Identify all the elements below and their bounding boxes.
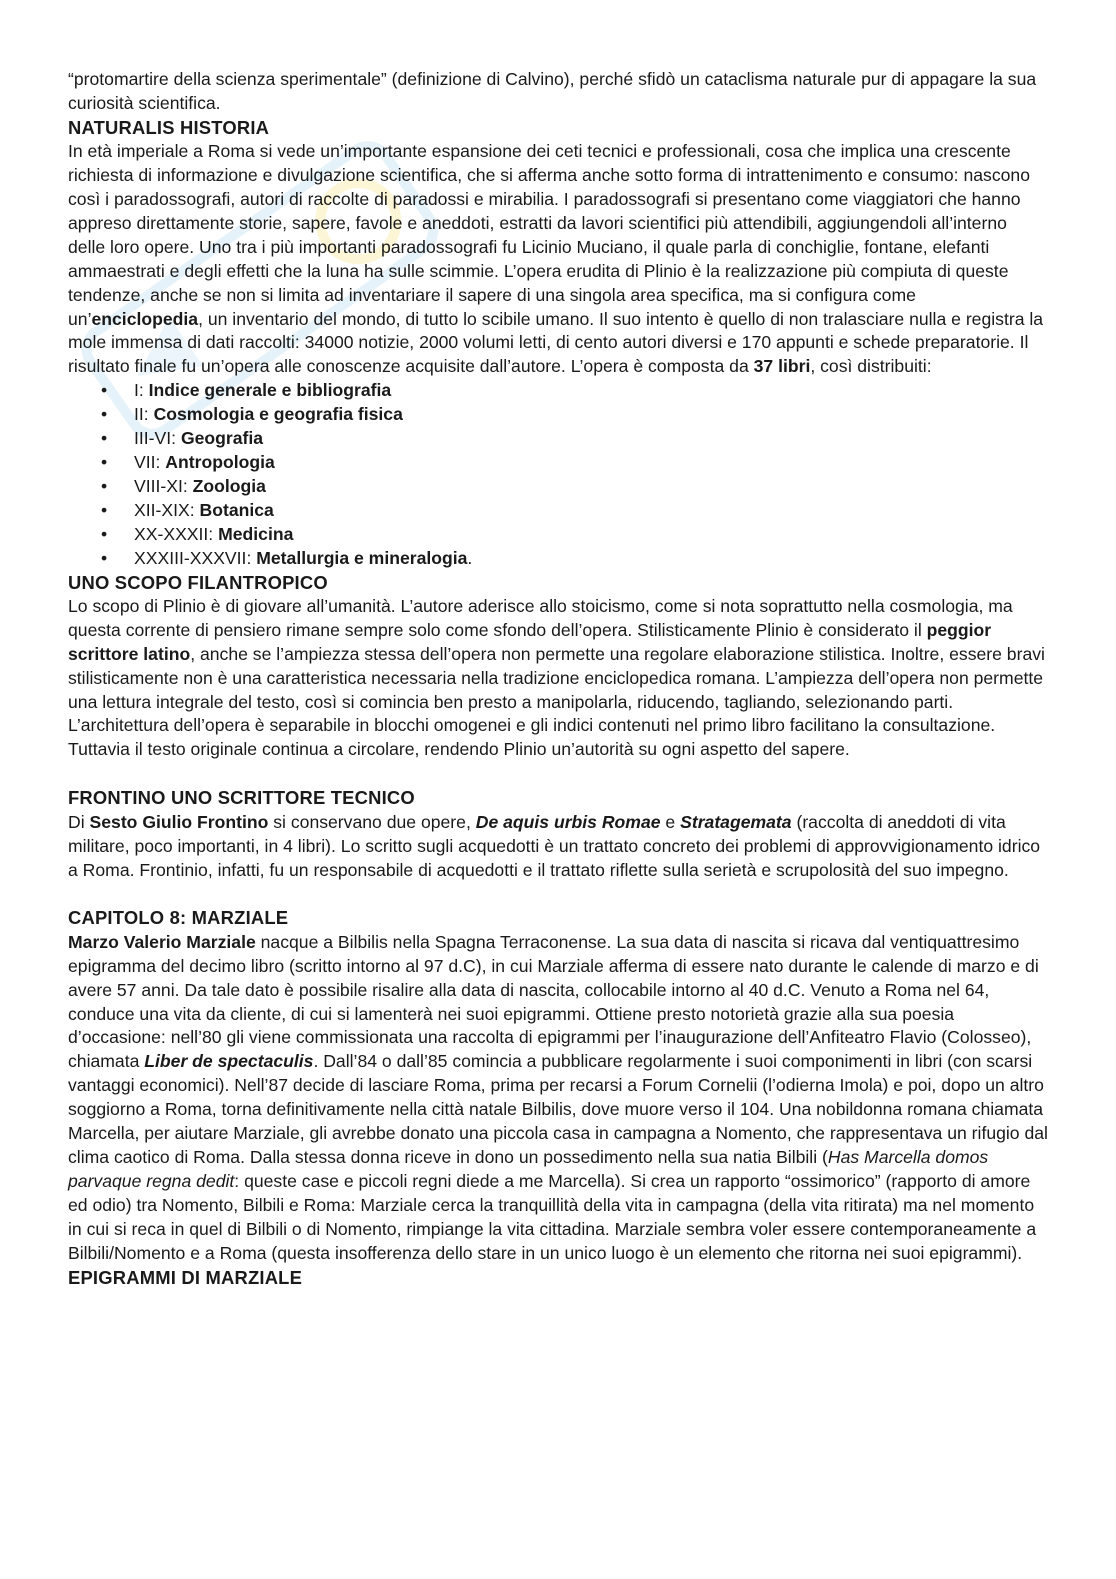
volumes-list bbox=[68, 379, 1048, 570]
bullet-icon: • bbox=[101, 547, 108, 568]
volume-range: XX-XXXII: bbox=[134, 523, 219, 544]
frontino-work-title-2: Stratagemata bbox=[680, 811, 792, 832]
document-page bbox=[68, 68, 1048, 1290]
marziale-latin-quote: Has Marcella domos parvaque regna dedit bbox=[68, 1146, 989, 1191]
marziale-work-title: Liber de spectaculis bbox=[144, 1051, 314, 1072]
frontino-work-title-1: De aquis urbis Romae bbox=[475, 811, 661, 832]
bullet-icon: • bbox=[101, 523, 108, 544]
intro-paragraph bbox=[68, 68, 1048, 116]
naturalis-paragraph bbox=[68, 140, 1048, 379]
bullet-icon: • bbox=[101, 499, 108, 520]
volume-subject: Metallurgia e mineralogia bbox=[256, 547, 468, 568]
volume-subject: Cosmologia e geografia fisica bbox=[153, 404, 403, 425]
naturalis-text-2: , un inventario del mondo, di tutto lo scibile umano. Il suo intento è quello di non tralasciare nulla e registra la mole immensa di dati raccolti: 34000 notizie, 2000 volumi letti, di cento autori diversi e 170 appunti e schede preparatorie. Il risultato finale fu un’opera alle conoscenze acquisite dall’autore. L’opera è composta da bbox=[68, 308, 1044, 377]
list-item bbox=[68, 523, 1048, 547]
list-item bbox=[68, 379, 1048, 403]
volume-range: III-VI: bbox=[134, 428, 181, 449]
volume-range: II: bbox=[134, 404, 154, 425]
scopo-text-1: Lo scopo di Plinio è di giovare all’umanità. L’autore aderisce allo stoicismo, come si nota soprattutto nella cosmologia, ma questa corrente di pensiero rimane sempre solo come sfondo dell’opera. Stilisticamente Plinio è considerato il bbox=[68, 595, 1013, 640]
bullet-icon: • bbox=[101, 452, 108, 472]
frontino-text-2: si conservano due opere, bbox=[268, 811, 476, 832]
list-item bbox=[68, 475, 1048, 499]
bullet-icon: • bbox=[101, 475, 108, 496]
list-item bbox=[68, 547, 1048, 571]
volume-tail: . bbox=[467, 547, 473, 568]
volume-subject: Zoologia bbox=[192, 475, 266, 496]
volume-subject: Medicina bbox=[218, 523, 294, 544]
list-item bbox=[68, 427, 1048, 451]
volume-subject: Botanica bbox=[199, 499, 274, 520]
section-gap bbox=[68, 762, 1048, 786]
list-item bbox=[68, 403, 1048, 427]
section-heading-naturalis: NATURALIS HISTORIA bbox=[68, 116, 270, 138]
frontino-paragraph bbox=[68, 811, 1048, 883]
frontino-bold-name: Sesto Giulio Frontino bbox=[89, 811, 269, 832]
section-heading-frontino: FRONTINO UNO SCRITTORE TECNICO bbox=[68, 787, 415, 809]
intro-text: “protomartire della scienza sperimentale” (definizione di Calvino), perché sfidò un cataclisma naturale pur di appagare la sua curiosità scientifica. bbox=[68, 69, 1037, 113]
list-item bbox=[68, 499, 1048, 523]
bullet-icon: • bbox=[101, 380, 108, 401]
marziale-paragraph bbox=[68, 931, 1048, 1266]
scopo-text-2: , anche se l’ampiezza stessa dell’opera non permette una regolare elaborazione stilistica. Inoltre, essere bravi stilisticamente non è una caratteristica necessaria nella tradizione enciclopedica romana. L’ampiezza dell’opera non permette una lettura integrale del testo, così si comincia ben presto a manipolarla, riducendo, tagliando, selezionando parti. L’architettura dell’opera è separabile in blocchi omogenei e gli indici contenuti nel primo libro facilitano la consultazione. Tuttavia il testo originale continua a circolare, rendendo Plinio un’autorità su ogni aspetto del sapere. bbox=[68, 643, 1045, 760]
section-heading-epigrammi: EPIGRAMMI DI MARZIALE bbox=[68, 1266, 303, 1288]
section-heading-scopo: UNO SCOPO FILANTROPICO bbox=[68, 571, 328, 593]
naturalis-text-1: In età imperiale a Roma si vede un’importante espansione dei ceti tecnici e professionali, cosa che implica una crescente richiesta di informazione e divulgazione scientifica, che si afferma anche sotto forma di intrattenimento e consumo: nascono così i paradossografi, autori di raccolte di paradossi e mirabilia. I paradossografi si presentano come viaggiatori che hanno appreso direttamente storie, sapere, favole e aneddoti, estratti da lavori scientifici più attendibili, aggiungendoli all’interno delle loro opere. Uno tra i più importanti paradossografi fu Licinio Muciano, il quale parla di conchiglie, fontane, elefanti ammaestrati e degli effetti che la luna ha sulle scimmie. L’opera erudita di Plinio è la realizzazione più compiuta di queste tendenze, anche se non si limita ad inventariare il sapere di una singola area specifica, ma si configura come un’ bbox=[68, 141, 1030, 329]
bullet-icon: • bbox=[101, 404, 108, 425]
section-heading-marziale: CAPITOLO 8: MARZIALE bbox=[68, 907, 289, 929]
volume-subject: Geografia bbox=[180, 428, 264, 449]
volume-subject: Antropologia bbox=[165, 452, 275, 472]
marziale-text-3: : queste case e piccoli regni diede a me Marcella). Si crea un rapporto “ossimorico” (rapporto di amore ed odio) tra Nomento, Bilbili e Roma: Marziale cerca la tranquillità della vita in campagna (della vita ritirata) ma nel momento in cui si reca in quel di Bilbili o di Nomento, rimpiange la vita cittadina. Marziale sembra voler essere contemporaneamente a Bilbili/Nomento e a Roma (questa insofferenza dello stare in un unico luogo è un elemento che ritorna nei suoi epigrammi). bbox=[68, 1170, 1037, 1263]
volume-subject: Indice generale e bibliografia bbox=[148, 380, 392, 401]
naturalis-bold-enciclopedia: enciclopedia bbox=[91, 308, 199, 329]
frontino-text-1: Di bbox=[68, 811, 90, 832]
volume-range: XXXIII-XXXVII: bbox=[134, 547, 257, 568]
marziale-text-2: . Dall’84 o dall’85 comincia a pubblicare regolarmente i suoi componimenti in libri (con scarsi vantaggi economici). Nell’87 decide di lasciare Roma, prima per recarsi a Forum Cornelii (l’odierna Imola) e poi, dopo un altro soggiorno a Roma, torna definitivamente nella città natale Bilbilis, dove muore verso il 104. Una nobildonna romana chiamata Marcella, per aiutare Marziale, gli avrebbe donato una piccola casa in campagna a Nomento, che rappresentava un rifugio dal clima caotico di Roma. Dalla stessa donna riceve in dono un possedimento nella sua natia Bilbili ( bbox=[68, 1051, 1048, 1167]
naturalis-text-3: , così distribuiti: bbox=[810, 356, 932, 377]
frontino-text-4: (raccolta di aneddoti di vita militare, poco importanti, in 4 libri). Lo scritto sugli acquedotti è un trattato concreto dei problemi di approvvigionamento idrico a Roma. Frontinio, infatti, fu un responsabile di acquedotti e il trattato riflette sulla serietà e scrupolosità del suo impegno. bbox=[68, 811, 1041, 880]
naturalis-bold-libri: 37 libri bbox=[753, 356, 811, 377]
marziale-text-1: nacque a Bilbilis nella Spagna Terraconense. La sua data di nascita si ricava dal ventiquattresimo epigramma del decimo libro (scritto intorno al 97 d.C), in cui Marziale afferma di essere nato durante le calende di marzo e di avere 57 anni. Da tale dato è possibile risalire alla data di nascita, collocabile intorno al 40 d.C. Venuto a Roma nel 64, conduce una vita da cliente, di cui si lamenterà nei suoi epigrammi. Ottiene presto notorietà grazie alla sua poesia d’occasione: nell’80 gli viene commissionata una raccolta di epigrammi per l’inaugurazione dell’Anfiteatro Flavio (Colosseo), chiamata bbox=[68, 931, 1039, 1072]
list-item bbox=[68, 451, 1048, 475]
scopo-paragraph bbox=[68, 595, 1048, 762]
volume-range: XII-XIX: bbox=[134, 499, 200, 520]
volume-range: I: bbox=[134, 380, 149, 401]
bullet-icon: • bbox=[101, 428, 108, 449]
volume-range: VIII-XI: bbox=[134, 475, 193, 496]
frontino-text-3: e bbox=[660, 811, 681, 832]
scopo-bold: peggior scrittore latino bbox=[68, 619, 992, 664]
marziale-bold-name: Marzo Valerio Marziale bbox=[68, 931, 256, 952]
section-gap bbox=[68, 882, 1048, 906]
volume-range: VII: bbox=[134, 452, 166, 472]
